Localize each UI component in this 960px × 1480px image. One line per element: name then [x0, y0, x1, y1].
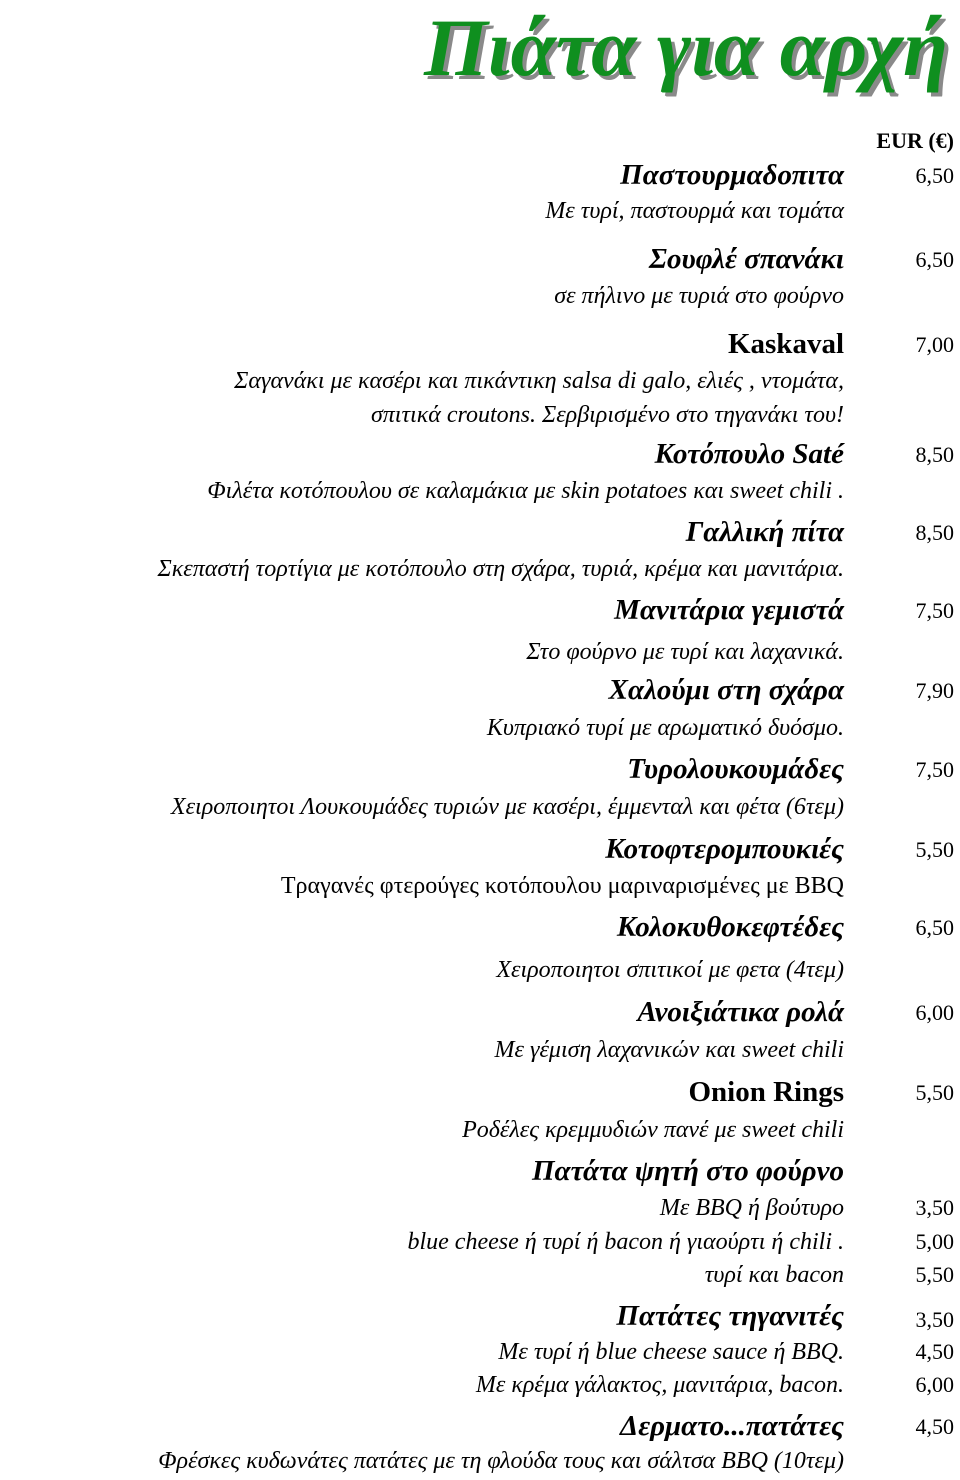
dish-description: Τραγανές φτερούγες κοτόπουλου μαριναρισμένες με BBQ [280, 873, 844, 899]
dish-name: Χαλούμι στη σχάρα [608, 674, 844, 706]
dish-description: Σκεπαστή τορτίγια με κοτόπουλο στη σχάρα, τυριά, κρέμα και μανιτάρια. [157, 556, 844, 582]
option-price: 6,00 [915, 1372, 954, 1397]
dish-description: Κυπριακό τυρί με αρωματικό δυόσμο. [486, 715, 844, 741]
option-text: Με τυρί ή blue cheese sauce ή BBQ. [498, 1339, 844, 1365]
dish-price: 7,50 [915, 598, 954, 623]
dish-description: σπιτικά croutons. Σερβιρισμένο στο τηγανάκι του! [370, 402, 844, 428]
dish-name: Τυρολουκουμάδες [627, 753, 844, 785]
option-price: 3,50 [915, 1195, 954, 1220]
option-text: Με BBQ ή βούτυρο [659, 1195, 844, 1221]
dish-name: Γαλλική πίτα [685, 516, 844, 548]
dish-description: σε πήλινο με τυριά στο φούρνο [554, 283, 844, 309]
currency-label: EUR (€) [876, 128, 954, 153]
option-text: Με κρέμα γάλακτος, μανιτάρια, bacon. [475, 1372, 844, 1398]
dish-price: 6,50 [915, 915, 954, 940]
dish-price: 5,50 [915, 1080, 954, 1105]
dish-name: Onion Rings [688, 1076, 844, 1108]
dish-name: Μανιτάρια γεμιστά [614, 594, 844, 626]
dish-description: Σαγανάκι με κασέρι και πικάντικη salsa di galo, ελιές , ντομάτα, [234, 368, 844, 394]
dish-price: 8,50 [915, 520, 954, 545]
dish-description: Χειροποιητοι σπιτικοί με φετα (4τεμ) [496, 957, 844, 983]
dish-price: 7,00 [915, 332, 954, 357]
option-price: 4,50 [915, 1339, 954, 1364]
dish-name: Kaskaval [727, 328, 844, 360]
dish-price: 7,50 [915, 757, 954, 782]
dish-price: 6,50 [915, 247, 954, 272]
dish-price: 6,00 [915, 1000, 954, 1025]
option-price: 5,00 [915, 1229, 954, 1254]
dish-name: Κολοκυθοκεφτέδες [616, 911, 844, 943]
option-text: blue cheese ή τυρί ή bacon ή γιαούρτι ή chili . [407, 1229, 844, 1255]
dish-description: Φιλέτα κοτόπουλου σε καλαμάκια με skin potatoes και sweet chili . [207, 478, 844, 504]
dish-description: Με γέμιση λαχανικών και sweet chili [494, 1037, 844, 1063]
dish-name: Ανοιξιάτικα ρολά [637, 996, 844, 1028]
dish-description: Χειροποιητοι Λουκουμάδες τυριών με κασέρι, έμμενταλ και φέτα (6τεμ) [170, 794, 844, 820]
dish-name: Κοτοφτερομπουκιές [605, 833, 844, 865]
dish-description: Στο φούρνο με τυρί και λαχανικά. [526, 639, 844, 665]
dish-description: Ροδέλες κρεμμυδιών πανέ με sweet chili [462, 1117, 844, 1143]
option-price: 3,50 [915, 1307, 954, 1332]
dish-name: Παστουρμαδοπιτα [620, 159, 844, 191]
dish-price: 8,50 [915, 442, 954, 467]
dish-price: 7,90 [915, 678, 954, 703]
dish-name: Δερματο...πατάτες [620, 1410, 844, 1442]
option-text: τυρί και bacon [704, 1262, 844, 1288]
dish-name: Κοτόπουλο Saté [654, 438, 844, 470]
dish-name: Πατάτες τηγανιτές [616, 1300, 844, 1332]
dish-name: Πατάτα ψητή στο φούρνο [531, 1155, 844, 1187]
option-price: 4,50 [915, 1414, 954, 1439]
page-title: Πιάτα για αρχή [424, 2, 948, 93]
dish-price: 6,50 [915, 163, 954, 188]
option-text: Φρέσκες κυδωνάτες πατάτες με τη φλούδα τους και σάλτσα BBQ (10τεμ) [158, 1448, 844, 1474]
dish-name: Σουφλέ σπανάκι [649, 243, 844, 275]
option-price: 5,50 [915, 1262, 954, 1287]
dish-description: Με τυρί, παστουρμά και τομάτα [545, 198, 844, 224]
dish-price: 5,50 [915, 837, 954, 862]
